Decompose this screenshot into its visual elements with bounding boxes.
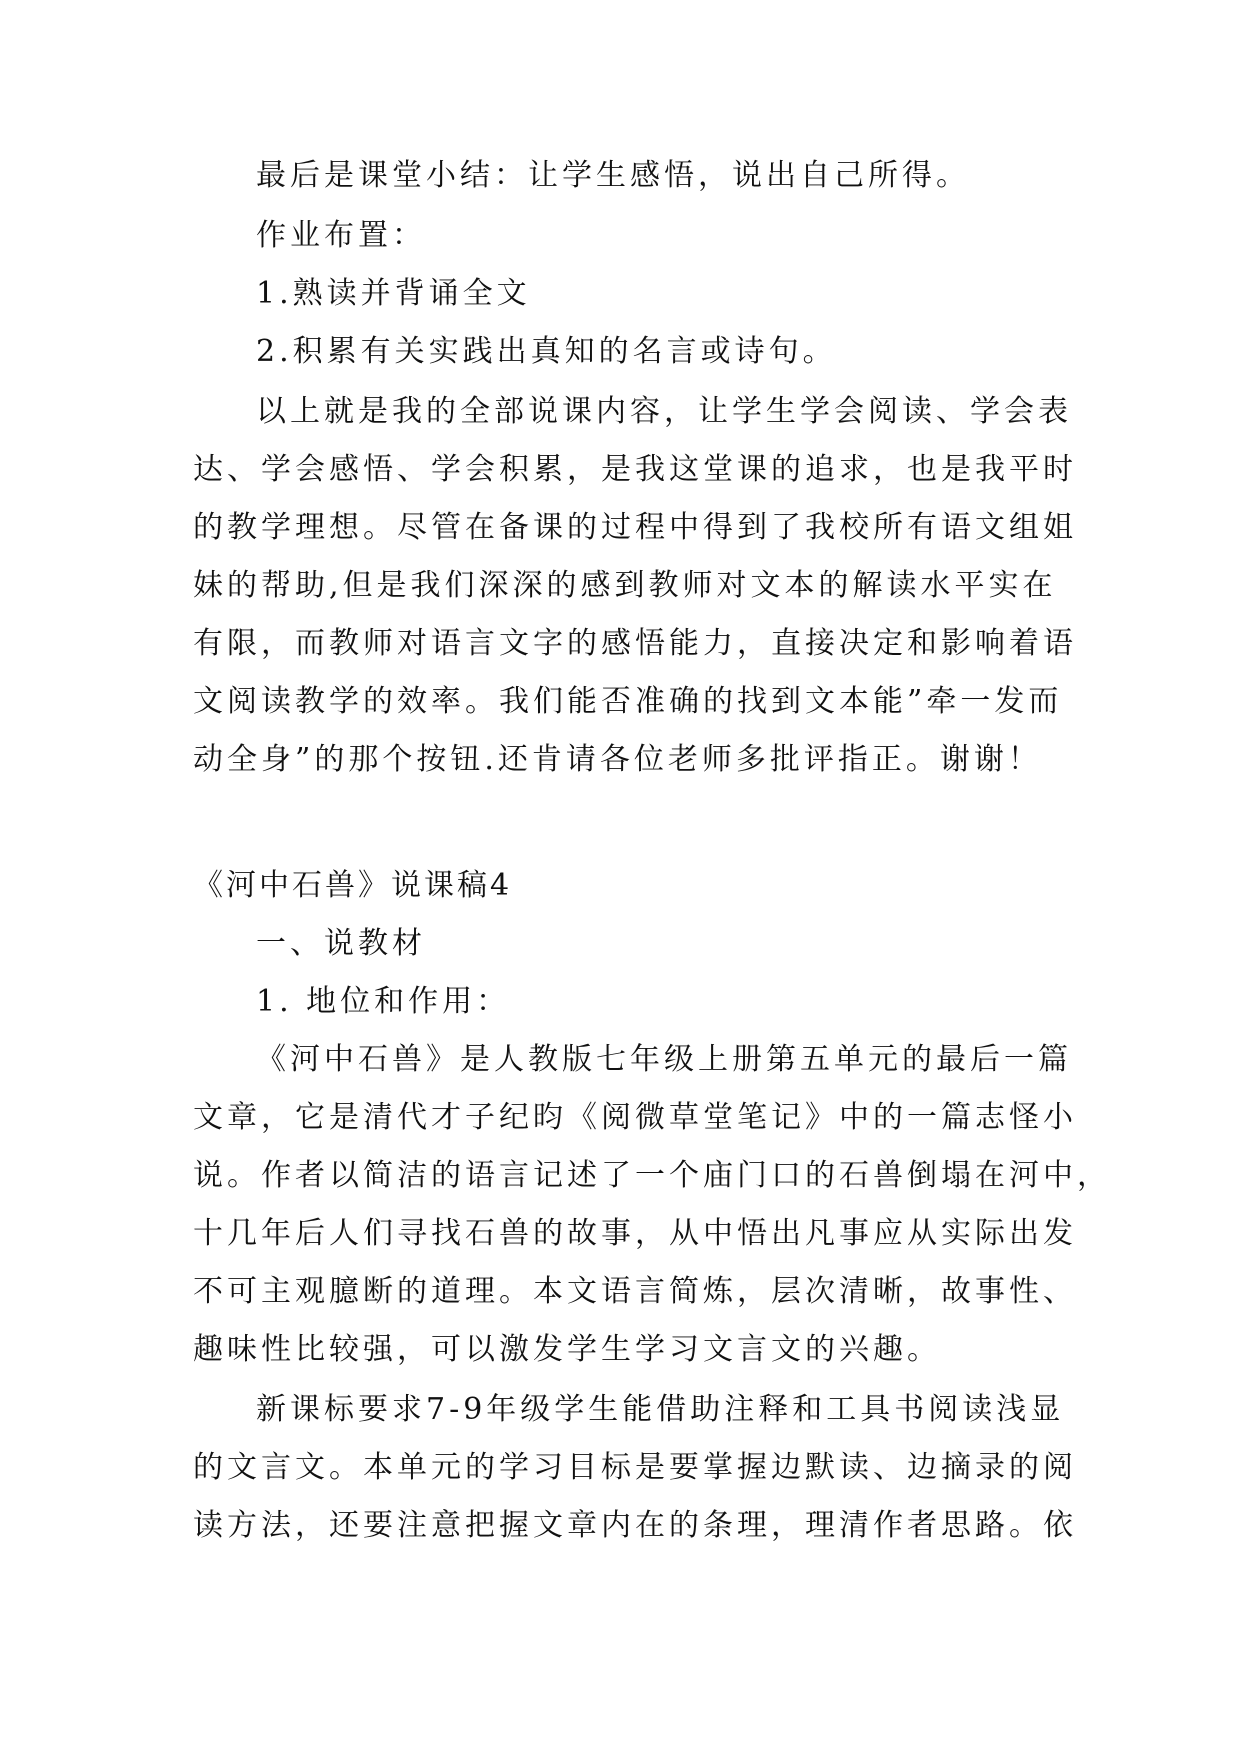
paragraph-2-line-3: 读方法，还要注意把握文章内在的条理，理清作者思路。依 xyxy=(193,1508,1077,1543)
paragraph-1-line-6: 趣味性比较强，可以激发学生学习文言文的兴趣。 xyxy=(193,1332,941,1367)
closing-line-2: 达、学会感悟、学会积累，是我这堂课的追求，也是我平时 xyxy=(193,452,1077,487)
paragraph-1-line-5: 不可主观臆断的道理。本文语言简炼，层次清晰，故事性、 xyxy=(193,1274,1077,1309)
closing-line-6: 文阅读教学的效率。我们能否准确的找到文本能”牵一发而 xyxy=(193,684,1063,719)
subheading: 一、说教材 xyxy=(256,926,426,961)
homework-title: 作业布置： xyxy=(256,218,426,253)
paragraph-1-line-2: 文章，它是清代才子纪昀《阅微草堂笔记》中的一篇志怪小 xyxy=(193,1100,1077,1135)
summary-line: 最后是课堂小结：让学生感悟，说出自己所得。 xyxy=(256,158,970,193)
paragraph-2-line-2: 的文言文。本单元的学习目标是要掌握边默读、边摘录的阅 xyxy=(193,1450,1077,1485)
closing-line-3: 的教学理想。尽管在备课的过程中得到了我校所有语文组姐 xyxy=(193,510,1077,545)
paragraph-1-line-4: 十几年后人们寻找石兽的故事，从中悟出凡事应从实际出发 xyxy=(193,1216,1077,1251)
paragraph-1-line-3: 说。作者以简洁的语言记述了一个庙门口的石兽倒塌在河中， xyxy=(193,1158,1111,1193)
point-1-heading: 1. 地位和作用： xyxy=(256,984,511,1019)
closing-line-4: 妹的帮助,但是我们深深的感到教师对文本的解读水平实在 xyxy=(193,568,1057,603)
paragraph-2-line-1: 新课标要求7-9年级学生能借助注释和工具书阅读浅显 xyxy=(256,1392,1065,1427)
homework-item-1: 1.熟读并背诵全文 xyxy=(256,276,531,311)
closing-line-7: 动全身”的那个按钮.还肯请各位老师多批评指正。谢谢！ xyxy=(193,742,1042,777)
closing-line-1: 以上就是我的全部说课内容，让学生学会阅读、学会表 xyxy=(256,394,1072,429)
paragraph-1-line-1: 《河中石兽》是人教版七年级上册第五单元的最后一篇 xyxy=(256,1042,1072,1077)
homework-item-2: 2.积累有关实践出真知的名言或诗句。 xyxy=(256,334,837,369)
closing-line-5: 有限，而教师对语言文字的感悟能力，直接决定和影响着语 xyxy=(193,626,1077,661)
section-title: 《河中石兽》说课稿4 xyxy=(193,868,513,903)
